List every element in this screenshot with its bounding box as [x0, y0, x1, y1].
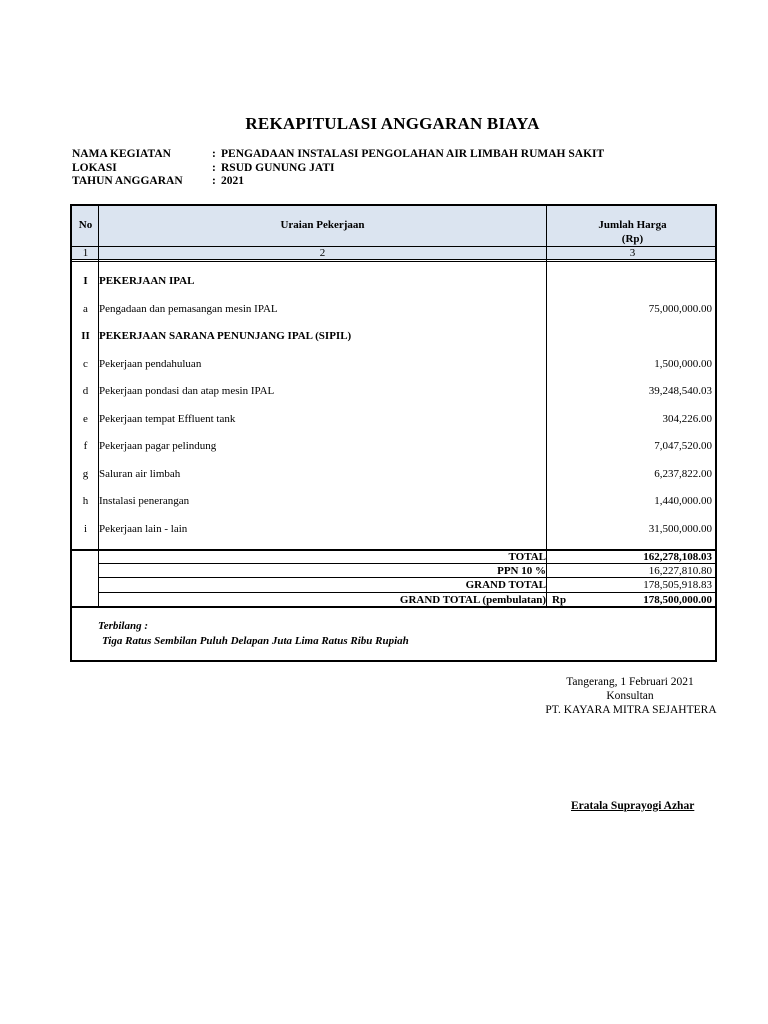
table-row-description: Pekerjaan pondasi dan atap mesin IPAL: [99, 385, 275, 397]
info-label: TAHUN ANGGARAN: [72, 175, 183, 187]
table-row-amount: 7,047,520.00: [654, 440, 712, 452]
table-row-amount: 75,000,000.00: [648, 303, 712, 315]
table-row-description: Instalasi penerangan: [99, 495, 190, 507]
header-no: No: [78, 219, 93, 231]
table-row-no: e: [83, 413, 88, 425]
total-label: TOTAL: [508, 551, 546, 563]
info-value: 2021: [221, 175, 244, 187]
table-row-amount: 304,226.00: [662, 413, 712, 425]
row-divider: [99, 592, 715, 593]
total-value: 162,278,108.03: [643, 551, 712, 563]
table-row-no: f: [83, 440, 88, 452]
table-row-description: Pekerjaan pendahuluan: [99, 358, 202, 370]
info-value: RSUD GUNUNG JATI: [221, 161, 335, 174]
signature-company: PT. KAYARA MITRA SEJAHTERA: [545, 704, 717, 716]
info-label: LOKASI: [72, 161, 117, 174]
document-title: REKAPITULASI ANGGARAN BIAYA: [245, 114, 540, 133]
column-number: 3: [629, 247, 636, 259]
rounded-total-value: 178,500,000.00: [643, 594, 712, 606]
grand-total-label: GRAND TOTAL: [465, 579, 546, 591]
table-row-description: Pekerjaan pagar pelindung: [99, 440, 217, 452]
header-description: Uraian Pekerjaan: [280, 219, 365, 231]
table-row-no: c: [83, 358, 88, 370]
table-row-description: Pekerjaan tempat Effluent tank: [99, 413, 236, 425]
ppn-label: PPN 10 %: [497, 565, 546, 577]
table-row-description: Pekerjaan lain - lain: [99, 523, 188, 535]
row-divider: [99, 577, 715, 578]
terbilang-text: Tiga Ratus Sembilan Puluh Delapan Juta Lima Ratus Ribu Rupiah: [102, 635, 409, 647]
table-row-amount: 1,500,000.00: [654, 358, 712, 370]
info-colon: :: [212, 161, 216, 174]
column-number: 1: [82, 247, 89, 259]
table-row-no: h: [82, 495, 89, 507]
row-divider: [72, 606, 715, 608]
currency-label: Rp: [552, 594, 567, 606]
column-number: 2: [319, 247, 326, 259]
table-row-no: i: [83, 523, 88, 535]
info-colon: :: [212, 148, 216, 160]
header-amount: Jumlah Harga: [598, 219, 667, 231]
signature-place-date: Tangerang, 1 Februari 2021: [566, 676, 694, 688]
signer-name: Eratala Suprayogi Azhar: [571, 800, 695, 812]
header-amount-unit: (Rp): [621, 233, 644, 245]
terbilang-label: Terbilang :: [98, 620, 149, 632]
table-row-description: Saluran air limbah: [99, 468, 181, 480]
info-colon: :: [212, 175, 216, 187]
grand-total-value: 178,505,918.83: [643, 579, 712, 591]
rounded-total-label: GRAND TOTAL (pembulatan): [399, 594, 546, 606]
signature-role: Konsultan: [606, 690, 654, 702]
table-row-no: g: [82, 468, 89, 480]
row-divider: [72, 259, 715, 260]
section-heading: PEKERJAAN IPAL: [99, 275, 195, 287]
column-divider: [98, 206, 99, 606]
row-divider: [99, 563, 715, 564]
table-row-no: II: [81, 330, 90, 342]
section-heading: PEKERJAAN SARANA PENUNJANG IPAL (SIPIL): [99, 330, 352, 342]
table-row-description: Pengadaan dan pemasangan mesin IPAL: [99, 303, 278, 315]
table-row-amount: 6,237,822.00: [654, 468, 712, 480]
budget-table: [70, 204, 717, 662]
table-row-amount: 31,500,000.00: [648, 523, 712, 535]
table-row-no: I: [83, 275, 88, 287]
row-divider: [72, 261, 715, 262]
table-row-no: d: [82, 385, 89, 397]
table-row-no: a: [83, 303, 88, 315]
ppn-value: 16,227,810.80: [648, 565, 712, 577]
column-divider: [546, 206, 547, 606]
table-row-amount: 1,440,000.00: [654, 495, 712, 507]
info-value: PENGADAAN INSTALASI PENGOLAHAN AIR LIMBAH RUMAH SAKIT: [221, 148, 605, 160]
table-row-amount: 39,248,540.03: [648, 385, 712, 397]
info-label: NAMA KEGIATAN: [72, 148, 171, 160]
